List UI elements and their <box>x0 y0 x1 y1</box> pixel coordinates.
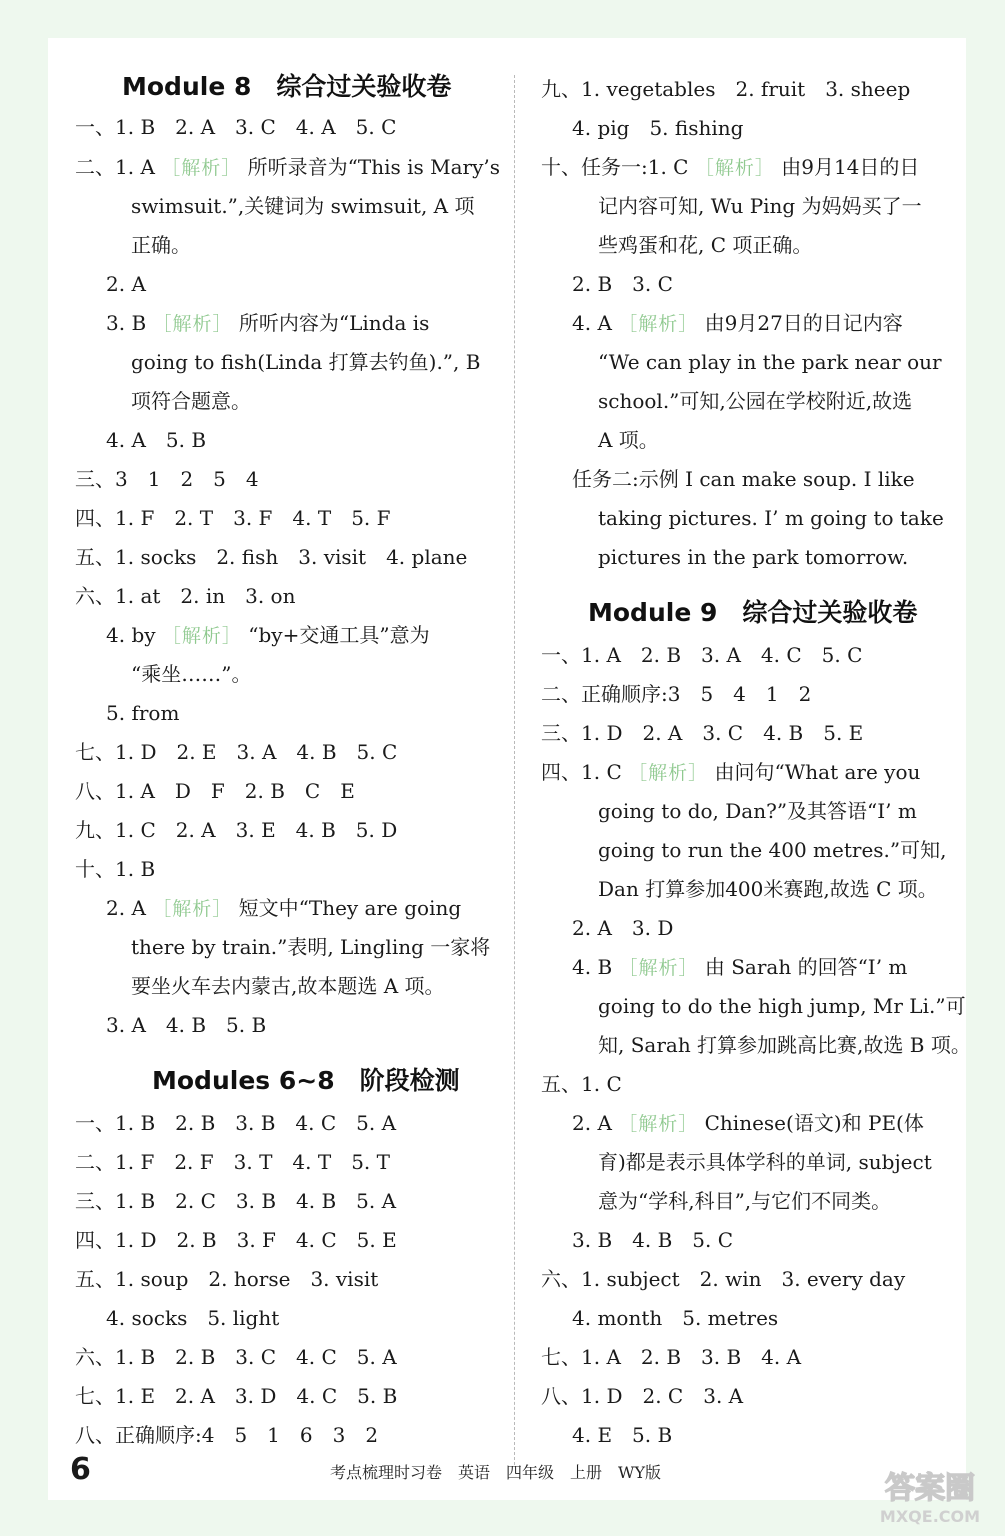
answer-line: 一、1. A 2. B 3. A 4. C 5. C <box>541 643 863 667</box>
answer-line <box>106 895 461 922</box>
answer-line: pictures in the park tomorrow. <box>598 545 909 569</box>
answer-line: 2. A <box>106 272 146 296</box>
answer-text: 所听录音为“This is Mary’s <box>247 155 500 179</box>
answer-line <box>106 310 429 337</box>
answer-line <box>572 954 907 981</box>
analysis-tag: ［解析］ <box>618 957 699 979</box>
answer-line: 要坐火车去内蒙古,故本题选 A 项。 <box>131 974 445 998</box>
answer-line: 4. month 5. metres <box>572 1306 779 1330</box>
analysis-tag: ［解析］ <box>152 898 233 920</box>
answer-text: “by+交通工具”意为 <box>248 623 430 647</box>
answer-line: 项符合题意。 <box>131 389 251 413</box>
answer-line: school.”可知,公园在学校附近,故选 <box>598 389 913 413</box>
section-title-modules6-8: Modules 6~8 阶段检测 <box>152 1066 460 1095</box>
answer-line <box>75 154 500 181</box>
answer-line: “We can play in the park near our <box>598 350 942 374</box>
answer-line: 3. A 4. B 5. B <box>106 1013 267 1037</box>
answer-line: swimsuit.”,关键词为 swimsuit, A 项 <box>131 194 475 218</box>
answer-line: A 项。 <box>598 428 659 452</box>
answer-line: 四、1. D 2. B 3. F 4. C 5. E <box>75 1228 397 1252</box>
answer-text: 3. B <box>106 311 147 335</box>
answer-line: 五、1. socks 2. fish 3. visit 4. plane <box>75 545 468 569</box>
answer-line: 4. A 5. B <box>106 428 207 452</box>
answer-line: 八、正确顺序:4 5 1 6 3 2 <box>75 1423 379 1447</box>
analysis-tag: ［解析］ <box>694 157 775 179</box>
footer-text: 考点梳理时习卷 英语 四年级 上册 WY版 <box>330 1463 662 1482</box>
answer-line: Dan 打算参加400米赛跑,故选 C 项。 <box>598 877 938 901</box>
answer-line: 三、1. B 2. C 3. B 4. B 5. A <box>75 1189 397 1213</box>
answer-line: 五、1. C <box>541 1072 622 1096</box>
answer-line: going to do the high jump, Mr Li.”可 <box>598 994 966 1018</box>
answer-text: 2. A <box>572 1111 612 1135</box>
answer-line: 意为“学科,科目”,与它们不同类。 <box>598 1189 892 1213</box>
answer-text: 4. A <box>572 311 612 335</box>
answer-line: there by train.”表明, Lingling 一家将 <box>131 935 491 959</box>
watermark-text-cn: 答案圈 <box>885 1471 975 1506</box>
answer-text: 二、1. A <box>75 155 155 179</box>
answer-line <box>541 154 919 181</box>
answer-line: going to do, Dan?”及其答语“I’ m <box>598 799 917 823</box>
analysis-tag: ［解析］ <box>628 762 709 784</box>
watermark-logo <box>870 1460 990 1530</box>
analysis-tag: ［解析］ <box>161 157 242 179</box>
answer-line: 八、1. D 2. C 3. A <box>541 1384 744 1408</box>
answer-text: 十、任务一:1. C <box>541 155 689 179</box>
answer-line: 2. A 3. D <box>572 916 674 940</box>
answer-line: 些鸡蛋和花, C 项正确。 <box>598 233 813 257</box>
answer-text: 4. by <box>106 623 156 647</box>
answer-text: Chinese(语文)和 PE(体 <box>704 1111 924 1135</box>
answer-line: 七、1. A 2. B 3. B 4. A <box>541 1345 802 1369</box>
answer-line: 四、1. F 2. T 3. F 4. T 5. F <box>75 506 391 530</box>
answer-line: 育)都是表示具体学科的单词, subject <box>598 1150 932 1174</box>
answer-text: 由问句“What are you <box>714 760 921 784</box>
answer-line: 六、1. B 2. B 3. C 4. C 5. A <box>75 1345 397 1369</box>
answer-line: going to fish(Linda 打算去钓鱼).”, B <box>131 350 481 374</box>
answer-line: 七、1. D 2. E 3. A 4. B 5. C <box>75 740 398 764</box>
answer-line: 十、1. B <box>75 857 156 881</box>
answer-text: 2. A <box>106 896 146 920</box>
page-number: 6 <box>70 1452 91 1487</box>
answer-line: 八、1. A D F 2. B C E <box>75 779 355 803</box>
answer-line: 一、1. B 2. A 3. C 4. A 5. C <box>75 115 397 139</box>
column-divider <box>514 75 515 1465</box>
answer-line: 九、1. C 2. A 3. E 4. B 5. D <box>75 818 398 842</box>
answer-line: 5. from <box>106 701 180 725</box>
analysis-tag: ［解析］ <box>152 313 233 335</box>
answer-line: taking pictures. I’ m going to take <box>598 506 944 530</box>
answer-line: 2. B 3. C <box>572 272 673 296</box>
answer-text: 4. B <box>572 955 613 979</box>
answer-line <box>572 1110 924 1137</box>
answer-line <box>541 759 920 786</box>
answer-text: 由9月27日的日记内容 <box>704 311 903 335</box>
analysis-tag: ［解析］ <box>618 1113 699 1135</box>
answer-line: 三、3 1 2 5 4 <box>75 467 259 491</box>
answer-line: 五、1. soup 2. horse 3. visit <box>75 1267 379 1291</box>
answer-line: 3. B 4. B 5. C <box>572 1228 734 1252</box>
section-title-module8: Module 8 综合过关验收卷 <box>122 72 452 101</box>
answer-line: 二、正确顺序:3 5 4 1 2 <box>541 682 812 706</box>
answer-line: 任务二:示例 I can make soup. I like <box>572 467 915 491</box>
answer-text: 四、1. C <box>541 760 622 784</box>
answer-line: 正确。 <box>131 233 191 257</box>
answer-text: 由9月14日的日 <box>781 155 920 179</box>
answer-line <box>572 310 903 337</box>
answer-line: 4. socks 5. light <box>106 1306 280 1330</box>
analysis-tag: ［解析］ <box>161 625 242 647</box>
answer-line <box>106 622 430 649</box>
watermark-text-url: MXQE.COM <box>879 1507 981 1526</box>
answer-line: 4. pig 5. fishing <box>572 116 744 140</box>
answer-line: 六、1. at 2. in 3. on <box>75 584 296 608</box>
answer-line: 九、1. vegetables 2. fruit 3. sheep <box>541 77 911 101</box>
answer-line: “乘坐……”。 <box>131 662 252 686</box>
answer-line: going to run the 400 metres.”可知, <box>598 838 947 862</box>
answer-text: 由 Sarah 的回答“I’ m <box>704 955 908 979</box>
answer-line: 知, Sarah 打算参加跳高比赛,故选 B 项。 <box>598 1033 971 1057</box>
section-title-module9: Module 9 综合过关验收卷 <box>588 598 918 627</box>
answer-line: 七、1. E 2. A 3. D 4. C 5. B <box>75 1384 398 1408</box>
analysis-tag: ［解析］ <box>618 313 699 335</box>
answer-text: 所听内容为“Linda is <box>238 311 430 335</box>
answer-line: 一、1. B 2. B 3. B 4. C 5. A <box>75 1111 397 1135</box>
answer-line: 二、1. F 2. F 3. T 4. T 5. T <box>75 1150 390 1174</box>
answer-line: 三、1. D 2. A 3. C 4. B 5. E <box>541 721 864 745</box>
answer-line: 记内容可知, Wu Ping 为妈妈买了一 <box>598 194 922 218</box>
answer-line: 六、1. subject 2. win 3. every day <box>541 1267 906 1291</box>
answer-line: 4. E 5. B <box>572 1423 673 1447</box>
answer-text: 短文中“They are going <box>238 896 462 920</box>
